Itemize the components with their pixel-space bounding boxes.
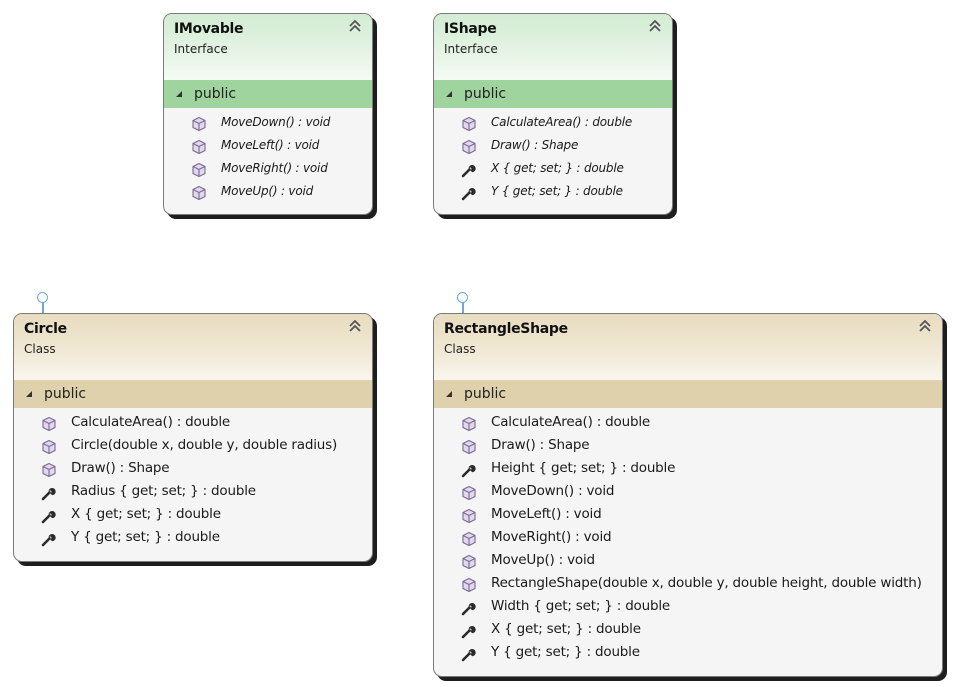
ishape-public-section[interactable] [434,80,672,108]
circle-member[interactable] [14,411,372,434]
rectangle-member[interactable] [434,480,942,503]
circle-member[interactable] [14,526,372,549]
expanded-triangle-icon[interactable] [175,90,183,98]
rectangle-member-text: Width { get; set; } : double [491,598,671,614]
rectangle-member[interactable] [434,572,942,595]
property-icon [461,161,477,177]
rectangle-member[interactable] [434,434,942,457]
imovable-member[interactable] [164,157,372,180]
ishape-name: IShape [444,21,497,37]
rectangle-member[interactable] [434,549,942,572]
imovable-member-text: MoveRight() : void [221,161,328,175]
imovable-shape[interactable] [163,13,373,215]
circle-member[interactable] [14,457,372,480]
rectangle-member-text: MoveUp() : void [491,552,595,568]
method-icon [461,484,477,500]
section-label: public [464,386,507,402]
ishape-member[interactable] [434,180,672,203]
imovable-member[interactable] [164,180,372,203]
imovable-member[interactable] [164,134,372,157]
section-label: public [194,86,237,102]
circle-member-text: CalculateArea() : double [71,414,230,430]
rectangle-member[interactable] [434,595,942,618]
rectangle-member-text: Draw() : Shape [491,437,590,453]
property-icon [461,599,477,615]
rectangle-member[interactable] [434,503,942,526]
circle-public-section[interactable] [14,380,372,408]
imovable-member-text: MoveDown() : void [221,115,331,129]
rectangle-member[interactable] [434,618,942,641]
imovable-name: IMovable [174,21,244,37]
ishape-member[interactable] [434,157,672,180]
method-icon [461,553,477,569]
circle-member[interactable] [14,503,372,526]
method-icon [41,438,57,454]
ishape-kind: Interface [444,42,498,56]
property-icon [461,461,477,477]
method-icon [191,184,207,200]
collapse-icon[interactable] [648,19,662,33]
method-icon [41,461,57,477]
imovable-public-section[interactable] [164,80,372,108]
method-icon [461,438,477,454]
property-icon [461,645,477,661]
expanded-triangle-icon[interactable] [445,90,453,98]
rectangle-member-text: X { get; set; } : double [491,621,641,637]
rectangle-member-text: MoveLeft() : void [491,506,602,522]
imovable-member[interactable] [164,111,372,134]
rectangle-member-text: Y { get; set; } : double [491,644,640,660]
rectangle-member[interactable] [434,411,942,434]
rectangle-member[interactable] [434,641,942,664]
method-icon [461,115,477,131]
section-label: public [44,386,87,402]
ishape-member-text: Draw() : Shape [491,138,579,152]
rectangle-member-text: MoveRight() : void [491,529,612,545]
ishape-shape[interactable] [433,13,673,215]
circle-member-text: Radius { get; set; } : double [71,483,256,499]
rectangle-shape-name: RectangleShape [444,321,568,337]
method-icon [191,138,207,154]
property-icon [461,184,477,200]
rectangle-member-text: RectangleShape(double x, double y, double height, double width) [491,575,922,591]
method-icon [461,576,477,592]
imovable-kind: Interface [174,42,228,56]
circle-member-text: Draw() : Shape [71,460,170,476]
circle-member[interactable] [14,480,372,503]
property-icon [41,530,57,546]
ishape-member[interactable] [434,134,672,157]
collapse-icon[interactable] [348,19,362,33]
rectangle-shape-kind: Class [444,342,476,356]
circle-kind: Class [24,342,56,356]
property-icon [41,507,57,523]
collapse-icon[interactable] [348,319,362,333]
section-label: public [464,86,507,102]
imovable-header [164,14,372,80]
rectangle-shape-shape[interactable] [433,313,943,677]
method-icon [461,415,477,431]
method-icon [191,161,207,177]
rectangle-shape-public-section[interactable] [434,380,942,408]
method-icon [191,115,207,131]
property-icon [41,484,57,500]
method-icon [461,138,477,154]
circle-name: Circle [24,321,67,337]
method-icon [461,530,477,546]
expanded-triangle-icon[interactable] [445,390,453,398]
imovable-member-text: MoveLeft() : void [221,138,320,152]
method-icon [461,507,477,523]
rectangle-member-text: MoveDown() : void [491,483,615,499]
rectangle-member[interactable] [434,526,942,549]
circle-member-text: X { get; set; } : double [71,506,221,522]
rectangle-member[interactable] [434,457,942,480]
ishape-member-text: Y { get; set; } : double [491,184,623,198]
circle-shape[interactable] [13,313,373,562]
rectangle-member-text: CalculateArea() : double [491,414,650,430]
ishape-member-text: CalculateArea() : double [491,115,633,129]
property-icon [461,622,477,638]
collapse-icon[interactable] [918,319,932,333]
method-icon [41,415,57,431]
ishape-member[interactable] [434,111,672,134]
circle-member-text: Y { get; set; } : double [71,529,220,545]
ishape-header [434,14,672,80]
circle-member-text: Circle(double x, double y, double radius) [71,437,338,453]
rectangle-member-text: Height { get; set; } : double [491,460,676,476]
imovable-member-text: MoveUp() : void [221,184,314,198]
circle-header [14,314,372,380]
ishape-member-text: X { get; set; } : double [491,161,624,175]
expanded-triangle-icon[interactable] [25,390,33,398]
rectangle-shape-header [434,314,942,380]
circle-member[interactable] [14,434,372,457]
